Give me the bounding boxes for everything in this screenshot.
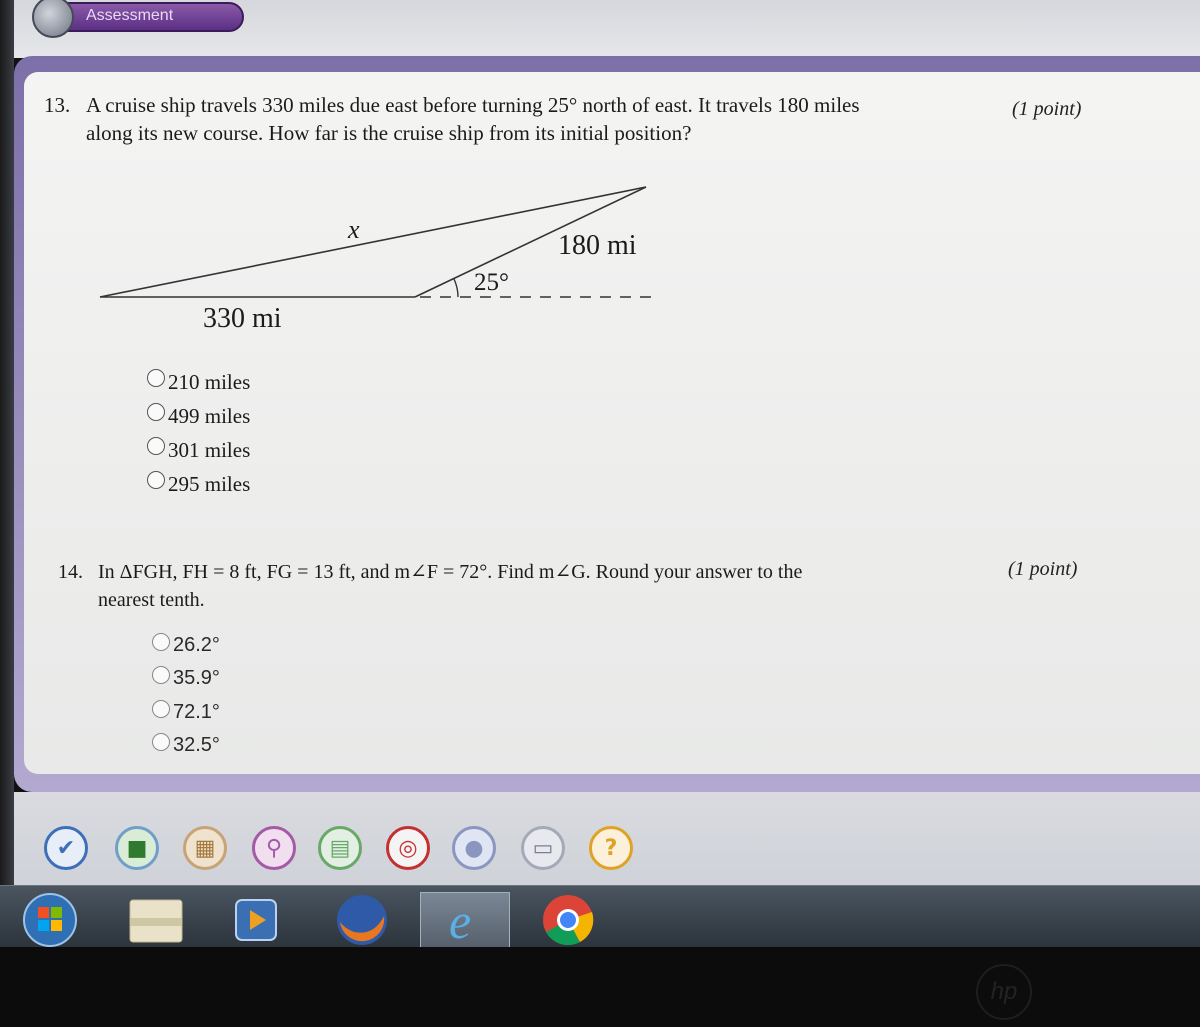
radio-button[interactable] (152, 633, 170, 651)
q14-choice-2[interactable] (152, 667, 220, 690)
q13-choice-1-label: 210 miles (168, 370, 251, 394)
q13-choice-3[interactable] (147, 438, 250, 463)
question-13-text-line1: A cruise ship travels 330 miles due east before turning 25° north of east. It travels 180 miles (86, 93, 860, 117)
internet-explorer-icon[interactable] (420, 892, 510, 948)
firefox-icon[interactable] (332, 892, 392, 948)
hp-logo-text: hp (990, 978, 1018, 1005)
pin-icon[interactable]: ⚲ (252, 826, 296, 870)
q14-choice-2-label: 35.9° (173, 667, 220, 689)
notebook-icon[interactable]: ■ (115, 826, 159, 870)
question-14-number: 14. (58, 561, 83, 583)
radio-button[interactable] (147, 437, 165, 455)
radio-button[interactable] (147, 369, 165, 387)
q13-choice-1[interactable] (147, 370, 250, 395)
help-glyph: ? (604, 835, 618, 861)
q13-choice-3-label: 301 miles (168, 438, 251, 462)
q14-choice-4-label: 32.5° (173, 734, 220, 756)
q13-choice-4[interactable] (147, 472, 250, 497)
radio-button[interactable] (152, 666, 170, 684)
question-13-number: 13. (44, 93, 71, 117)
label-180-mi: 180 mi (558, 230, 637, 261)
angle-arc (454, 279, 458, 297)
svg-text:e: e (449, 894, 472, 946)
globe-icon[interactable]: ● (452, 826, 496, 870)
radio-button[interactable] (147, 403, 165, 421)
calculator-icon[interactable]: ▤ (318, 826, 362, 870)
label-330-mi: 330 mi (203, 303, 282, 334)
label-angle-25: 25° (474, 269, 509, 296)
file-explorer-icon[interactable] (126, 892, 186, 948)
question-14-text-line1: In ΔFGH, FH = 8 ft, FG = 13 ft, and m∠F = 72°. Find m∠G. Round your answer to the (98, 561, 803, 583)
radio-button[interactable] (152, 733, 170, 751)
checkmark-icon[interactable]: ✔ (44, 826, 88, 870)
q13-choice-2-label: 499 miles (168, 404, 251, 428)
hp-logo (976, 964, 1032, 1020)
radio-button[interactable] (147, 471, 165, 489)
assessment-tab-label: Assessment (86, 7, 174, 24)
q14-choice-3-label: 72.1° (173, 701, 220, 723)
q14-choice-1[interactable] (152, 634, 220, 657)
periodic-table-icon[interactable]: ▦ (183, 826, 227, 870)
radio-button[interactable] (152, 700, 170, 718)
label-x: x (348, 215, 360, 244)
q14-choice-1-label: 26.2° (173, 634, 220, 656)
q14-choice-4[interactable] (152, 734, 220, 757)
media-player-icon[interactable] (226, 892, 286, 948)
chrome-icon[interactable] (538, 892, 598, 948)
q13-choice-2[interactable] (147, 404, 250, 429)
printer-icon[interactable]: ▭ (521, 826, 565, 870)
question-14-points: (1 point) (1008, 558, 1078, 580)
question-13-points: (1 point) (1012, 98, 1082, 120)
help-icon[interactable] (589, 826, 633, 870)
q13-choice-4-label: 295 miles (168, 472, 251, 496)
question-14-text-line2: nearest tenth. (98, 589, 205, 611)
target-icon[interactable]: ◎ (386, 826, 430, 870)
q14-choice-3[interactable] (152, 701, 220, 724)
windows-start-icon[interactable] (20, 892, 80, 948)
question-13-text-line2: along its new course. How far is the cruise ship from its initial position? (86, 121, 692, 145)
